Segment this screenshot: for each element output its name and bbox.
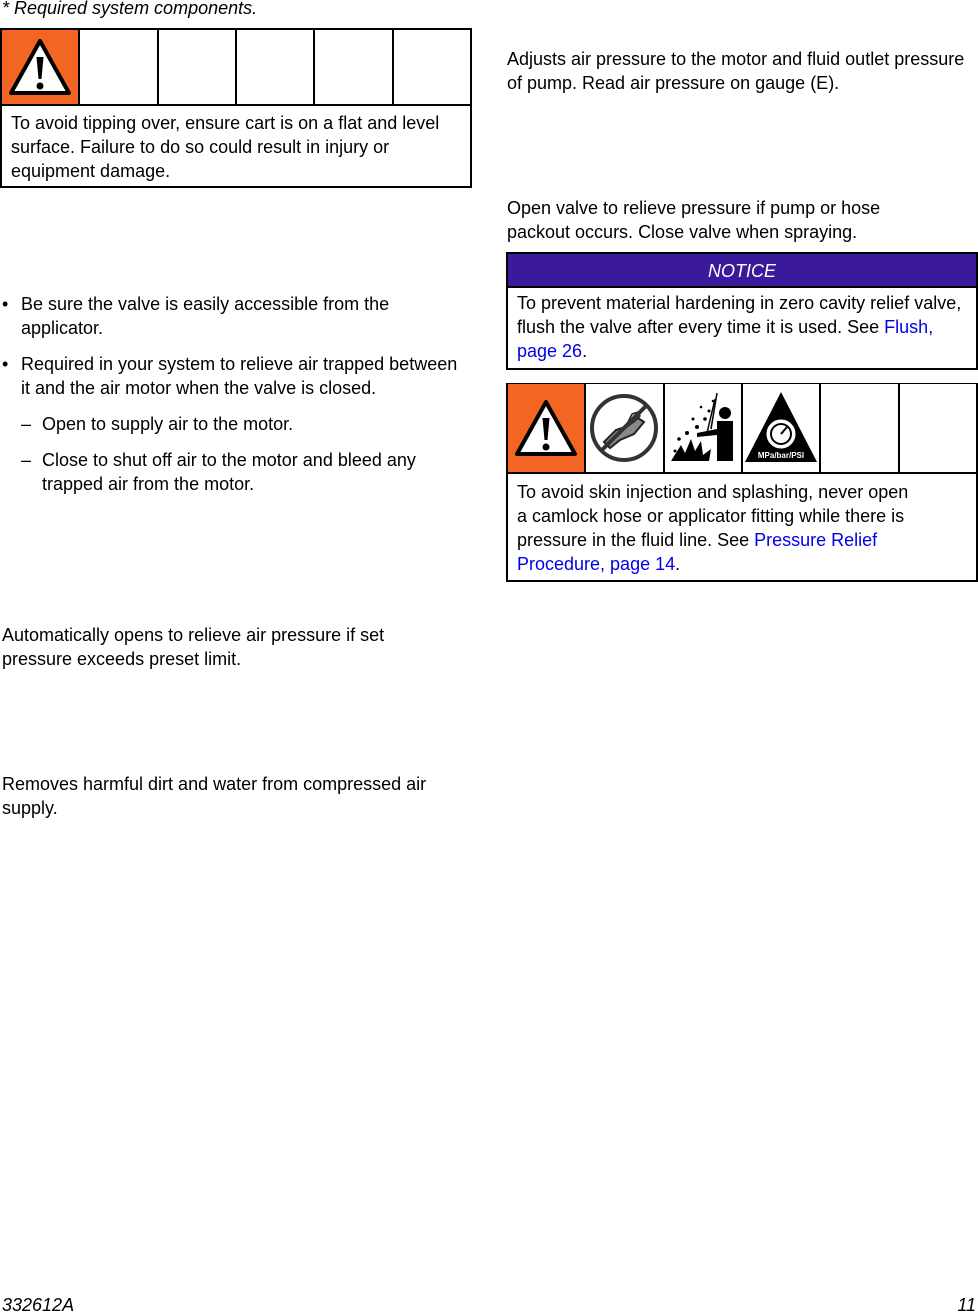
empty-icon-cell xyxy=(394,30,470,104)
notice-heading: NOTICE xyxy=(508,254,976,288)
pressure-gauge-icon xyxy=(743,384,821,472)
pressure-relief-link[interactable]: Pressure Relief Procedure, page 14 xyxy=(517,530,878,574)
page-number: 11 xyxy=(957,1295,976,1314)
document-number: 332612A xyxy=(2,1295,75,1314)
list-item: • Required in your system to relieve air trapped between it and the air motor when the valve is closed. – Open to supply air to the motor. – Close to shut off air to the motor and bleed any trapped air from the motor. xyxy=(2,352,464,496)
no-hand-over-nozzle-icon xyxy=(586,384,664,472)
notice-text: To prevent material hardening in zero cavity relief valve, flush the valve after every time it is used. See Flush, page 26. xyxy=(517,293,962,361)
warning-triangle-icon xyxy=(508,384,586,472)
empty-icon-cell xyxy=(900,384,976,472)
notice-box xyxy=(506,252,978,370)
air-filter-paragraph: Removes harmful dirt and water from compressed air supply. xyxy=(2,774,427,818)
tipping-warning-text: To avoid tipping over, ensure cart is on a flat and level surface. Failure to do so could result in injury or equipment damage. xyxy=(11,113,440,181)
relief-valve-paragraph: Automatically opens to relieve air pressure if set pressure exceeds preset limit. xyxy=(2,625,385,669)
skin-injection-warning-text: To avoid skin injection and splashing, never open a camlock hose or applicator fitting while there is pressure in the fluid line. See Pressure Relief Procedure, page 14. xyxy=(517,482,909,574)
required-components-note: * Required system components. xyxy=(2,0,258,18)
skin-injection-warning-box xyxy=(506,383,978,582)
tipping-warning-box xyxy=(0,28,472,188)
skin-injection-icon xyxy=(665,384,743,472)
air-regulator-paragraph: Adjusts air pressure to the motor and fluid outlet pressure of pump. Read air pressure on gauge (E). xyxy=(507,49,965,93)
gauge-label: MPa/bar/PSI xyxy=(758,451,805,460)
bleed-valve-list xyxy=(2,292,464,508)
drain-valve-paragraph: Open valve to relieve pressure if pump or hose packout occurs. Close valve when spraying. xyxy=(507,198,881,242)
empty-icon-cell xyxy=(159,30,237,104)
flush-link[interactable]: Flush, page 26 xyxy=(517,317,934,361)
list-item: • Be sure the valve is easily accessible from the applicator. xyxy=(2,294,390,338)
empty-icon-cell xyxy=(315,30,393,104)
empty-icon-cell xyxy=(821,384,899,472)
empty-icon-cell xyxy=(80,30,158,104)
list-item: – Open to supply air to the motor. xyxy=(21,414,294,434)
empty-icon-cell xyxy=(237,30,315,104)
warning-triangle-icon xyxy=(2,30,80,104)
list-item: – Close to shut off air to the motor and bleed any trapped air from the motor. xyxy=(21,450,416,494)
